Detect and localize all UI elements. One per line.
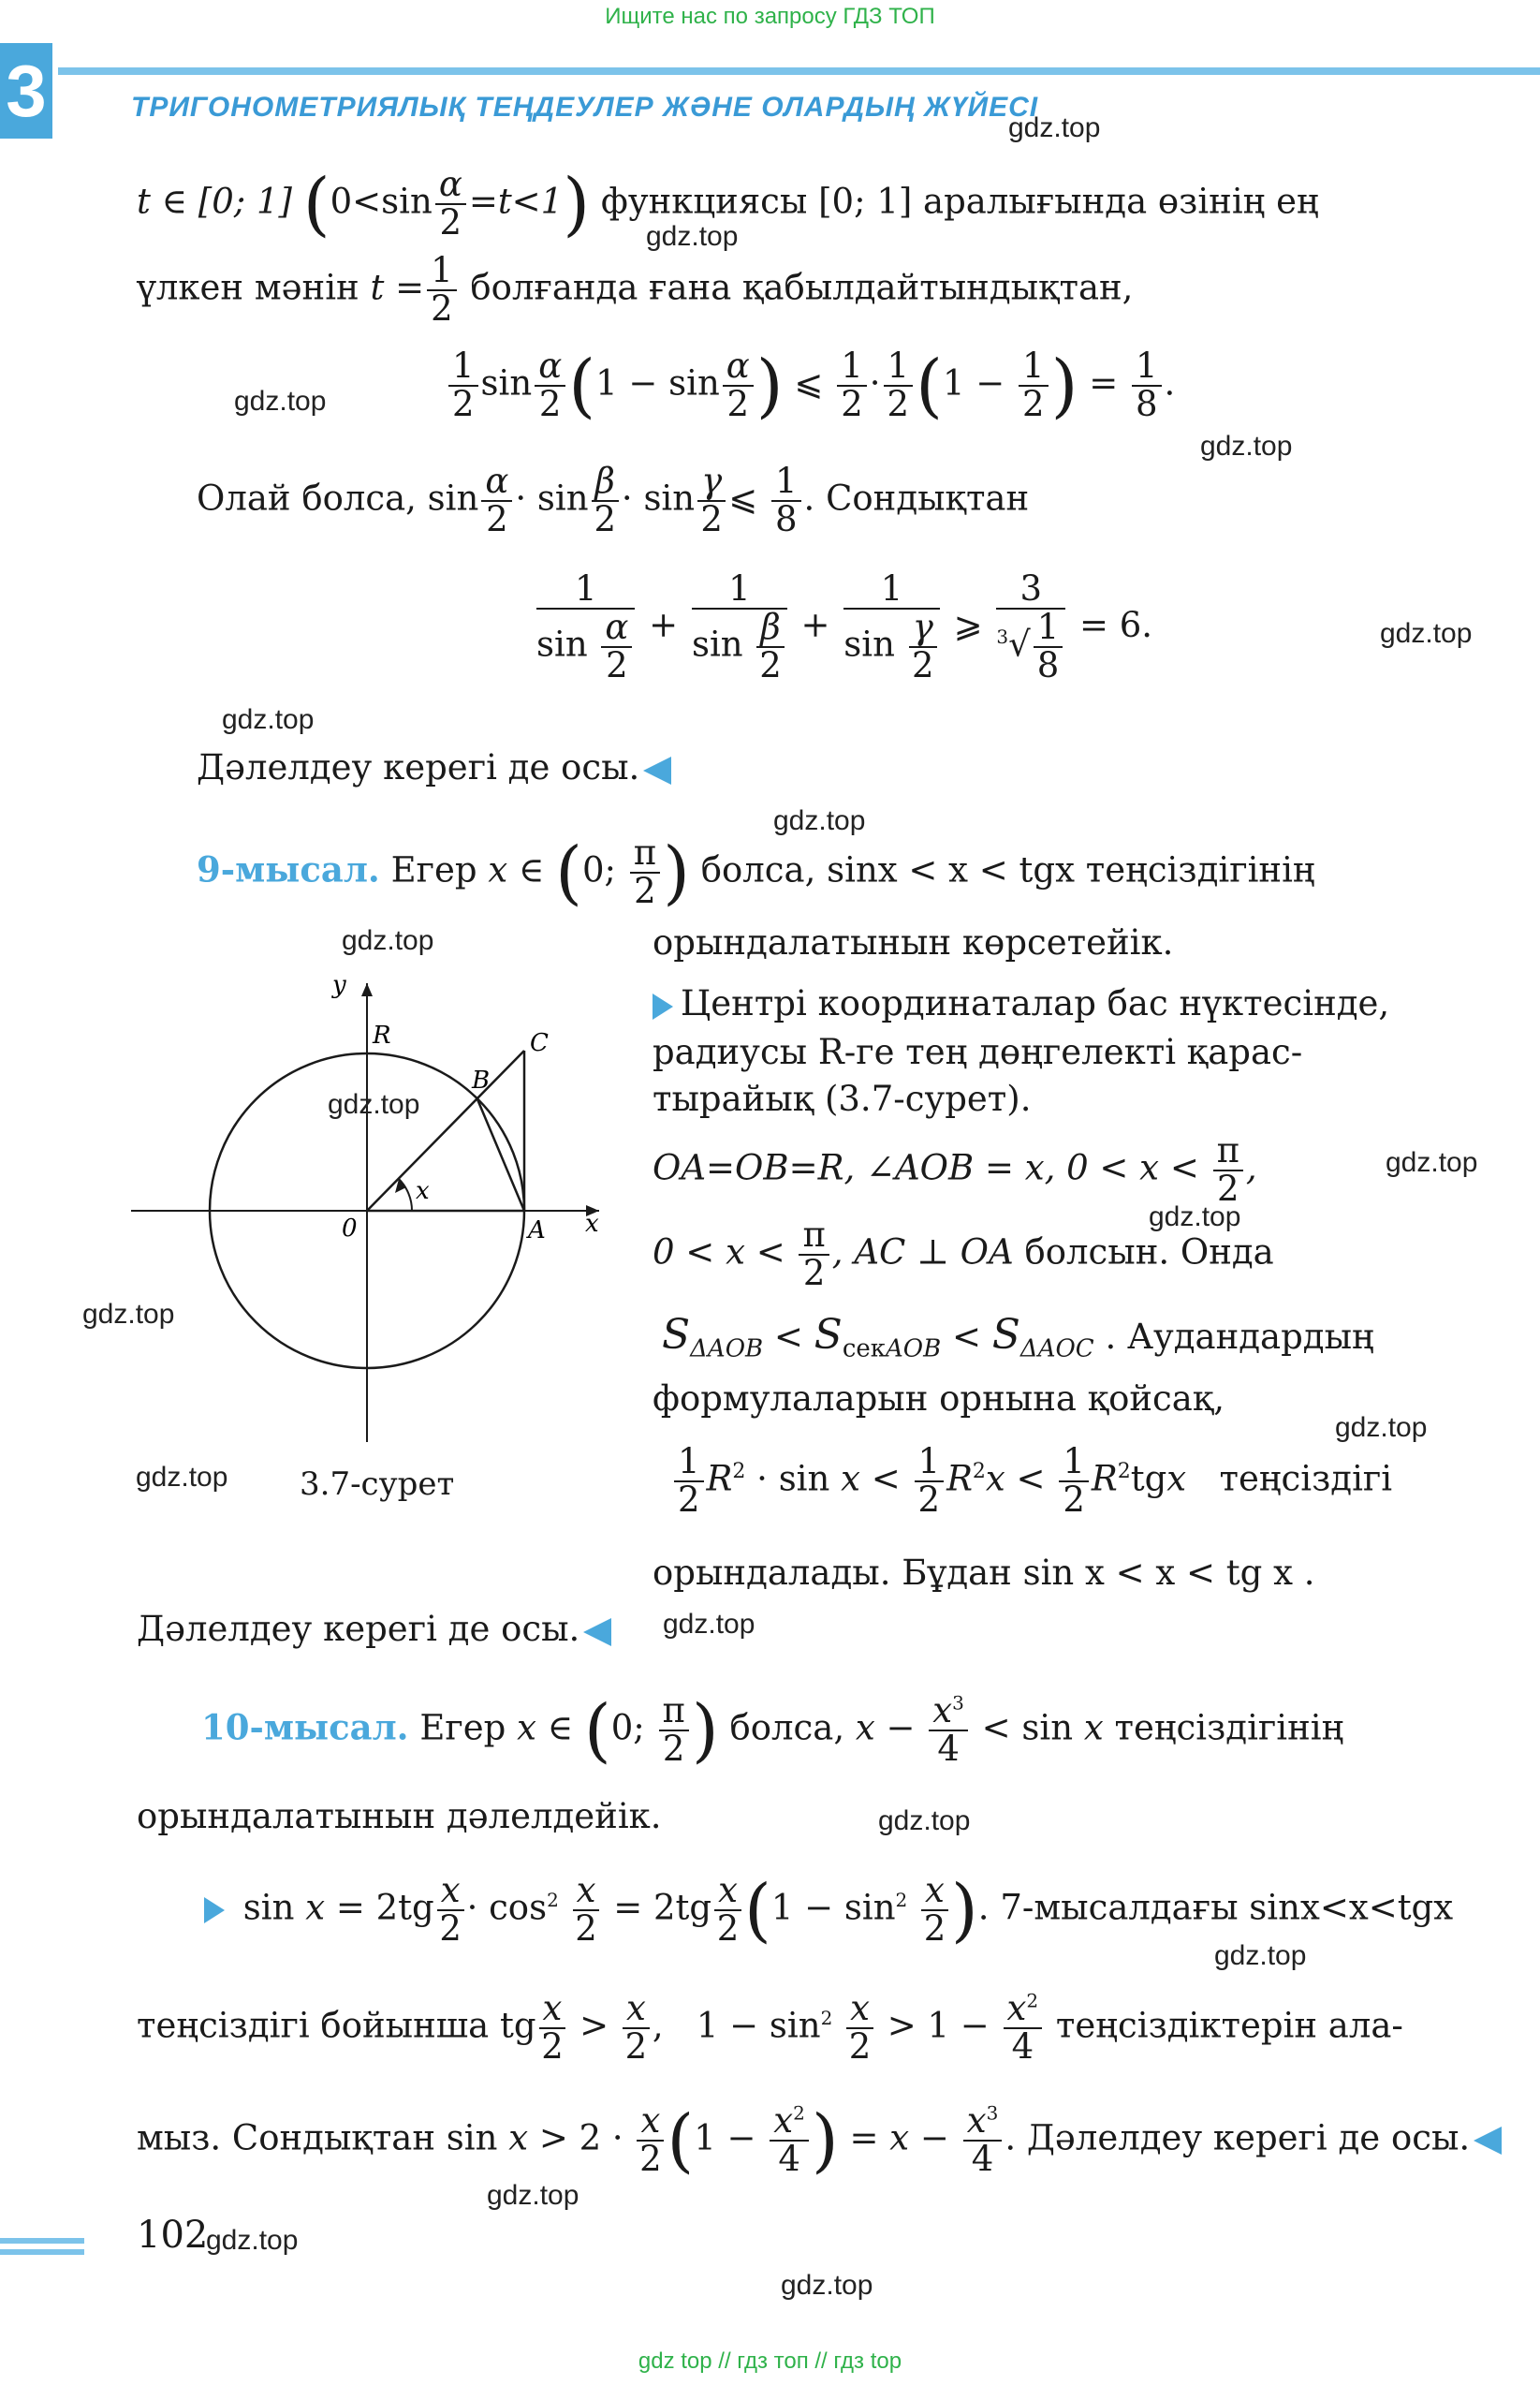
text-line-q2: теңсіздігі бойынша tg $\frac{x}{2}$ > $\frac{x}{2}$ , $1 - \sin^2$ $\frac{x}{2}$ > 1 − $\frac{x^2}{4}$ теңсіздіктерін ала- — [137, 1988, 1403, 2067]
qed-icon — [1474, 2127, 1502, 2155]
text-line-p9: орындалады. Бұдан sin x < x < tg x . — [653, 1553, 1315, 1593]
watermark: gdz.top — [646, 221, 739, 252]
figure-origin-label: 0 — [342, 1215, 358, 1243]
example-9-heading: 9-мысал. Егер x ∈ (0; $\frac{\pi}{2}$ ) болса, sinx < x < tgx теңсіздігінің — [197, 832, 1315, 913]
formula-line-5: 1 sin $\frac{\alpha}{2}$ + 1 sin $\frac{\beta}{2}$ + 1 sin $\frac{\gamma}{2}$ ⩾ 3 $^3$√ $\frac{1}{8}$ = 6. — [536, 568, 1153, 685]
text-line-ex9-2: орындалатынын көрсетейік. — [653, 922, 1174, 963]
watermark: gdz.top — [1200, 431, 1293, 462]
text-line-q1: sin x = 2tg $\frac{x}{2}$ · $\cos^2$ $\frac{x}{2}$ = 2tg $\frac{x}{2}$ ($1 - \sin^2$ $\frac{x}{2}$ ). 7-мысалдағы sinx<x<tgx — [204, 1873, 1453, 1948]
watermark: gdz.top — [342, 925, 434, 956]
watermark: gdz.top — [234, 386, 327, 417]
figure-point-c: C — [530, 1029, 549, 1057]
watermark: gdz.top — [1008, 112, 1101, 143]
figure-point-r: R — [373, 1022, 391, 1050]
figure-point-a: A — [528, 1216, 546, 1244]
text-line-2: үлкен мәнін t = $\frac{1}{2}$ болғанда ғана қабылдайтындықтан, — [137, 250, 1134, 329]
watermark: gdz.top — [1335, 1412, 1428, 1443]
text-line-4: Олай болса, sin $\frac{\alpha}{2}$ · sin $\frac{\beta}{2}$ · sin $\frac{\gamma}{2}$ ⩽ $\frac{1}{8}$ . Сондықтан — [197, 461, 1030, 539]
text-line-p8: $\frac{1}{2}$ $R^2 \cdot \sin x$ < $\frac{1}{2}$ $R^2x$ < $\frac{1}{2}$ $R^2tgx$ теңсіздігі — [671, 1444, 1392, 1519]
figure-angle-label: x — [416, 1177, 430, 1205]
figure-caption: 3.7-сурет — [300, 1465, 455, 1503]
proof-start-icon — [204, 1897, 225, 1923]
watermark: gdz.top — [773, 805, 866, 836]
qed-line-2: Дәлелдеу керегі де осы. — [137, 1609, 611, 1649]
chapter-title: ТРИГОНОМЕТРИЯЛЫҚ ТЕҢДЕУЛЕР ЖӘНЕ ОЛАРДЫҢ ЖҮЙЕСІ — [131, 92, 1039, 123]
text-line-p6: $S_{\Delta AOB} < S_{секAOB} < S_{\Delta AOC}$ . Аудандардың — [662, 1311, 1374, 1363]
text-line-ex10-2: орындалатынын дәлелдейік. — [137, 1796, 662, 1836]
watermark: gdz.top — [328, 1089, 420, 1120]
watermark: gdz.top — [663, 1609, 755, 1640]
unit-circle-figure — [131, 964, 618, 1451]
text-line-q3: мыз. Сондықтан sin x > 2 · $\frac{x}{2}$ (1 − $\frac{x^2}{4}$ ) = x − $\frac{x^3}{4}$ . Дәлелдеу керегі де осы. — [137, 2103, 1502, 2178]
qed-line-1: Дәлелдеу керегі де осы. — [197, 747, 671, 788]
watermark: gdz.top — [222, 704, 315, 735]
watermark: gdz.top — [781, 2270, 873, 2301]
text-line-p2: радиусы R-ге тең дөңгелекті қарас- — [653, 1032, 1303, 1072]
footer-links[interactable]: gdz top // гдз топ // гдз top — [638, 2348, 902, 2374]
text-line-p5: 0 < x < $\frac{\pi}{2}$ , AC ⊥ OA болсын. Онда — [653, 1215, 1274, 1293]
watermark: gdz.top — [1386, 1147, 1478, 1178]
header-stripe — [58, 67, 1540, 75]
top-banner-link[interactable]: Ищите нас по запросу ГДЗ ТОП — [605, 4, 935, 29]
watermark: gdz.top — [1149, 1201, 1241, 1232]
example-10-heading: 10-мысал. Егер x ∈ (0; $\frac{\pi}{2}$ ) болса, x − $\frac{x^3}{4}$ < sin x теңсіздігінің — [201, 1689, 1344, 1771]
text-line-1: t ∈ [0; 1] (0<sin $\frac{\alpha}{2}$ =t<1) функциясы [0; 1] аралығында өзінің ең — [137, 163, 1319, 244]
text-line-p3: тырайық (3.7-сурет). — [653, 1079, 1032, 1119]
watermark: gdz.top — [1214, 1940, 1307, 1971]
watermark: gdz.top — [878, 1805, 971, 1836]
watermark: gdz.top — [206, 2225, 299, 2256]
chapter-number-badge: 3 — [0, 43, 52, 139]
figure-y-label: y — [332, 971, 346, 999]
text-line-p4: OA=OB=R, ∠AOB = x, 0 < x < $\frac{\pi}{2}$ , — [653, 1130, 1257, 1209]
watermark: gdz.top — [136, 1462, 228, 1493]
watermark: gdz.top — [82, 1299, 175, 1330]
watermark: gdz.top — [487, 2180, 579, 2211]
text-line-p7: формулаларын орнына қойсақ, — [653, 1378, 1225, 1419]
proof-start-icon — [653, 994, 673, 1020]
watermark: gdz.top — [1380, 618, 1473, 649]
footer-stripe — [0, 2238, 84, 2244]
formula-line-3: $\frac{1}{2}$ sin $\frac{\alpha}{2}$ (1 − sin $\frac{\alpha}{2}$ ) ⩽ $\frac{1}{2}$ · $\frac{1}{2}$ (1 − $\frac{1}{2}$ ) = $\frac{1}{8}$ . — [446, 348, 1175, 423]
qed-icon — [583, 1618, 611, 1646]
footer-stripe — [0, 2249, 84, 2255]
page-number: 102 — [137, 2214, 209, 2257]
qed-icon — [643, 757, 671, 785]
figure-x-label: x — [585, 1210, 599, 1238]
text-line-p1: Центрі координаталар бас нүктесінде, — [653, 983, 1389, 1023]
figure-point-b: B — [472, 1067, 491, 1095]
